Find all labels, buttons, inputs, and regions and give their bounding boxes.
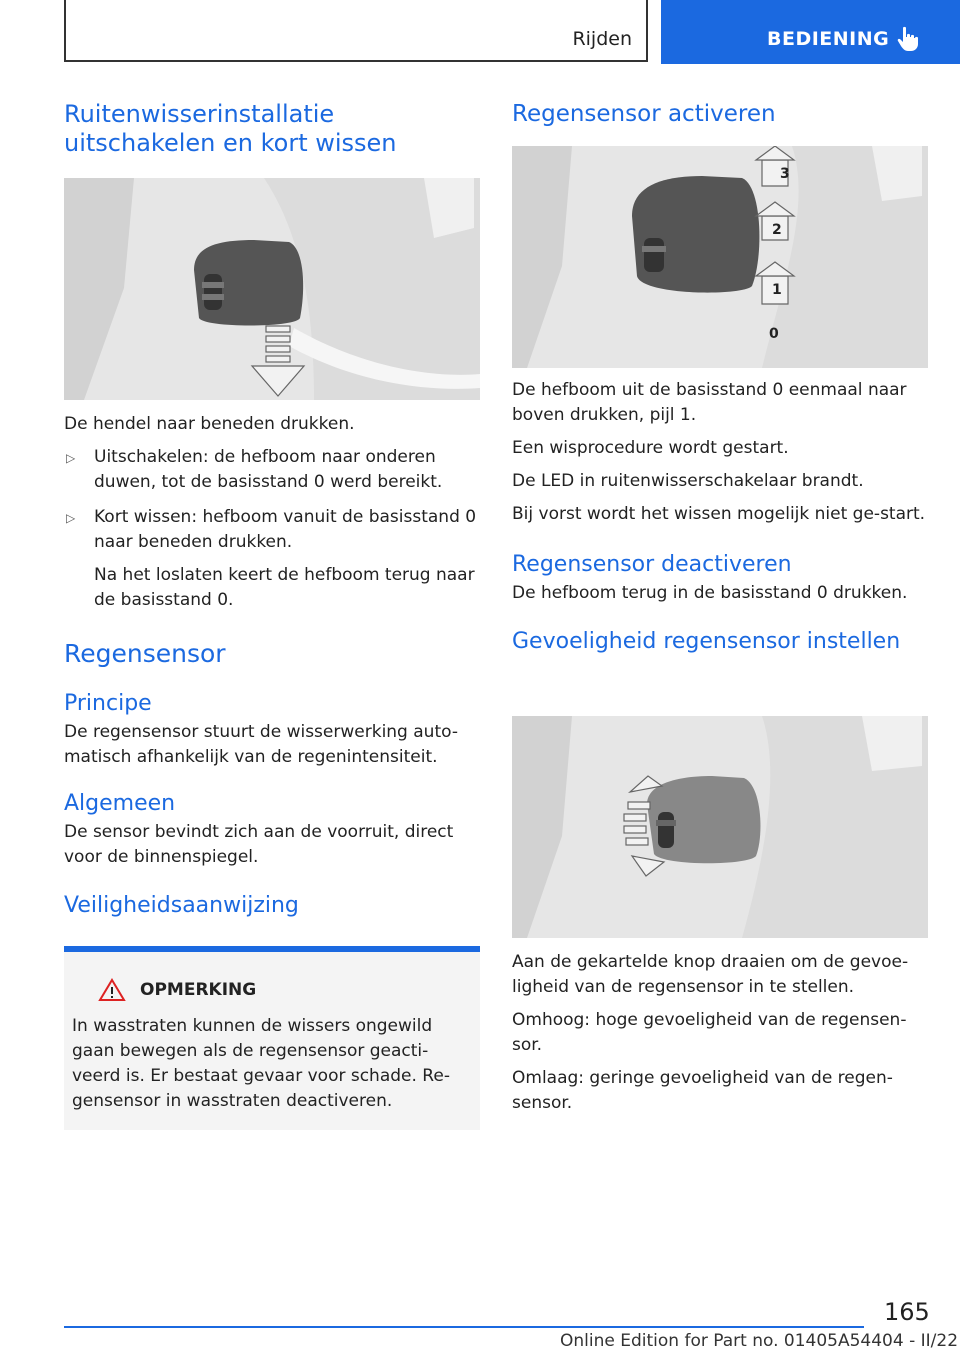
left-column-text	[64, 412, 480, 920]
sensitivity-paragraph: Omhoog: hoge gevoeligheid van de regensen-sor.	[512, 1010, 907, 1055]
bullet-followup-text: Na het loslaten keert de hefboom terug naar de basisstand 0.	[94, 565, 475, 610]
bullet-followup	[64, 563, 480, 613]
left-column	[64, 100, 480, 158]
warning-triangle-icon	[98, 978, 126, 1002]
header-section-box	[64, 0, 648, 62]
section-title-wiper-off: Ruitenwisserinstallatie uitschakelen en kort wissen	[64, 100, 397, 157]
header-section-label: Rijden	[572, 28, 632, 50]
subsection-title-safety: Veiligheidsaanwijzing	[64, 893, 299, 918]
triangle-bullet-icon: ▷	[66, 511, 76, 525]
note-text: In wasstraten kunnen de wissers ongewild gaan bewegen als de regensensor geacti-veerd is. Er bestaat gevaar voor schade. Re-gensensor in wasstraten deactiveren.	[72, 1016, 450, 1111]
right-column-text	[512, 378, 928, 656]
subsection-title-general: Algemeen	[64, 791, 176, 816]
right-column-text-bottom	[512, 950, 928, 1116]
figure-lever-positions	[512, 146, 928, 368]
warning-note-box	[64, 946, 480, 1130]
bullet-item	[64, 505, 480, 555]
header-chapter-label: BEDIENING	[767, 28, 890, 50]
figure-lever-down	[64, 178, 480, 400]
figure-label: 3	[780, 166, 790, 182]
figure-label: 1	[772, 282, 782, 298]
activate-paragraph: Een wisprocedure wordt gestart.	[512, 438, 789, 458]
hand-pointer-icon	[897, 26, 919, 52]
sensitivity-paragraph: Omlaag: geringe gevoeligheid van de regen-sensor.	[512, 1068, 893, 1113]
bullet-text: Uitschakelen: de hefboom naar onderen duwen, tot de basisstand 0 werd bereikt.	[94, 447, 443, 492]
note-label: OPMERKING	[140, 980, 257, 1000]
section-title-rain-sensor: Regensensor	[64, 639, 226, 668]
header-chapter-tab	[661, 0, 960, 64]
figure-label: 0	[769, 326, 779, 342]
section-title-sensitivity: Gevoeligheid regensensor instellen	[512, 629, 901, 654]
intro-text: De hendel naar beneden drukken.	[64, 414, 355, 434]
figure-sensitivity-knob	[512, 716, 928, 938]
page-number: 165	[884, 1298, 930, 1326]
section-title-activate: Regensensor activeren	[512, 101, 776, 127]
principle-text: De regensensor stuurt de wisserwerking auto-matisch afhankelijk van de regenintensiteit.	[64, 722, 458, 767]
section-title-deactivate: Regensensor deactiveren	[512, 552, 792, 577]
subsection-title-principle: Principe	[64, 691, 152, 716]
triangle-bullet-icon: ▷	[66, 451, 76, 465]
footer-rule	[64, 1326, 864, 1328]
activate-paragraph: De hefboom uit de basisstand 0 eenmaal naar boven drukken, pijl 1.	[512, 380, 907, 425]
activate-paragraph: De LED in ruitenwisserschakelaar brandt.	[512, 471, 864, 491]
figure-label: 2	[772, 222, 782, 238]
sensitivity-paragraph: Aan de gekartelde knop draaien om de gevoe-ligheid van de regensensor in te stellen.	[512, 952, 909, 997]
deactivate-text: De hefboom terug in de basisstand 0 drukken.	[512, 583, 908, 603]
footer-edition: Online Edition for Part no. 01405A54404 - II/22	[560, 1331, 959, 1351]
bullet-item	[64, 445, 480, 495]
activate-paragraph: Bij vorst wordt het wissen mogelijk niet ge-start.	[512, 504, 926, 524]
bullet-text: Kort wissen: hefboom vanuit de basisstand 0 naar beneden drukken.	[94, 507, 477, 552]
general-text: De sensor bevindt zich aan de voorruit, direct voor de binnenspiegel.	[64, 822, 454, 867]
right-column	[512, 100, 928, 128]
